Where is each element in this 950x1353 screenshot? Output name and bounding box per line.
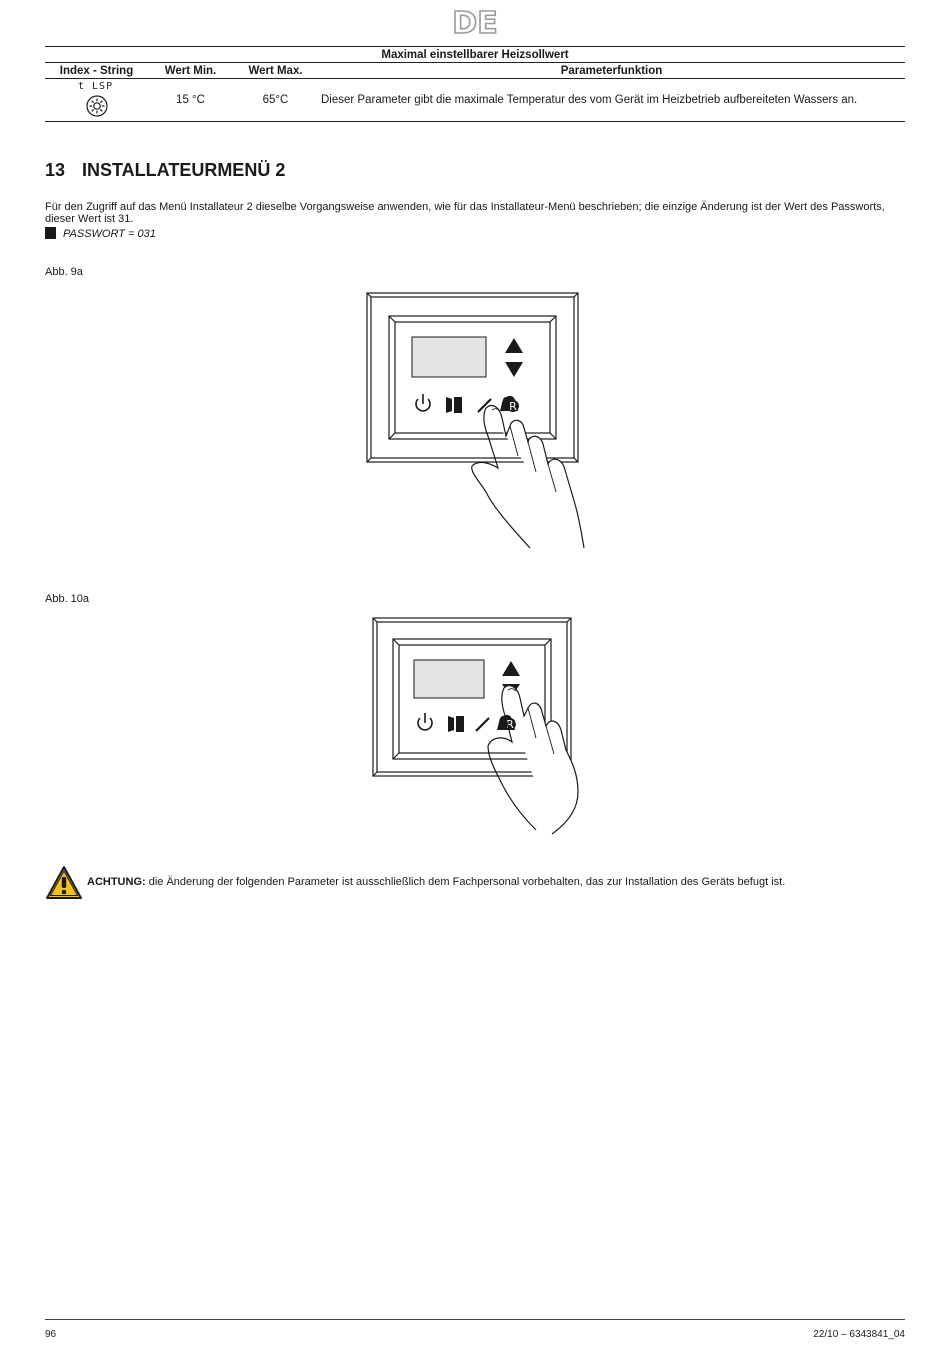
intro-paragraph: Für den Zugriff auf das Menü Installateur 2 dieselbe Vorgangsweise anwenden, wie für das Installateur-Menü beschrieben; die einzige Änderung ist der Wert des Passworts, dieser Wert ist 31. (45, 201, 885, 225)
figure-9a-control-panel-illustration (360, 286, 592, 556)
warning-notice (45, 865, 905, 901)
password-text: PASSWORT = 031 (63, 228, 156, 240)
function-description (318, 79, 905, 122)
sun-heating-icon (86, 95, 108, 117)
column-header-index: Index - String (45, 63, 148, 79)
figure-9a-button-letter: R (509, 400, 517, 413)
min-value: 15 °C (148, 79, 233, 122)
bullet-square-icon (45, 227, 56, 239)
figure-10a-label: Abb. 10a (45, 593, 90, 605)
column-header-max: Wert Max. (233, 63, 318, 79)
column-header-function: Parameterfunktion (318, 63, 905, 79)
index-cell (45, 79, 148, 122)
warning-text-block (87, 876, 785, 888)
page-number: 96 (45, 1329, 57, 1340)
index-string: t LSP (78, 81, 114, 92)
password-note (45, 227, 156, 240)
language-badge (452, 4, 498, 38)
section-title: INSTALLATEURMENÜ 2 (82, 160, 286, 180)
language-badge-text: DE (452, 6, 498, 38)
footer-divider (45, 1319, 905, 1320)
column-header-min: Wert Min. (148, 63, 233, 79)
section-number: 13 (45, 160, 66, 180)
warning-label: ACHTUNG: (87, 876, 146, 888)
warning-message: die Änderung der folgenden Parameter ist ausschließlich dem Fachpersonal vorbehalten, das zur Installation des Geräts befugt ist. (145, 876, 786, 888)
table-row (45, 79, 905, 122)
max-value: 65°C (233, 79, 318, 122)
figure-10a-control-panel-illustration (366, 612, 582, 838)
section-heading (45, 160, 285, 181)
document-reference: 22/10 – 6343841_04 (813, 1329, 905, 1340)
figure-10a-button-letter: R (506, 718, 514, 731)
figure-9a-label: Abb. 9a (45, 266, 83, 278)
table-title: Maximal einstellbarer Heizsollwert (45, 47, 905, 63)
warning-triangle-icon (45, 865, 83, 900)
function-text: Dieser Parameter gibt die maximale Temperatur des vom Gerät im Heizbetrieb aufbereiteten Wassers an. (321, 94, 858, 106)
parameter-table (45, 46, 905, 122)
